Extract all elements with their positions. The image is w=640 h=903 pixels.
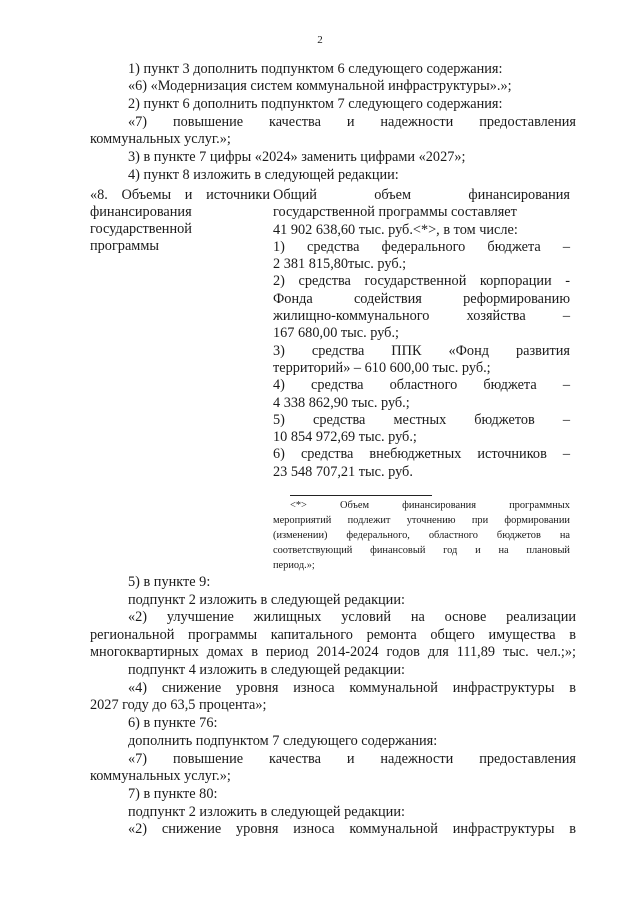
amendment-line: коммунальных услуг.»; bbox=[90, 768, 231, 784]
table-right-line: 6) средства внебюджетных источников – bbox=[273, 446, 570, 463]
table-right-line: 3) средства ППК «Фонд развития bbox=[273, 342, 570, 359]
table-right-line: государственной программы составляет bbox=[273, 204, 517, 221]
footnote-line: период.»; bbox=[273, 560, 315, 571]
amendment-line: 7) в пункте 80: bbox=[128, 786, 218, 802]
amendment-line: 2027 году до 63,5 процента»; bbox=[90, 697, 267, 713]
amendment-line: «7) повышение качества и надежности предоставления bbox=[128, 751, 576, 767]
footnote-line: (изменении) федерального, областного бюджетов на bbox=[273, 530, 570, 541]
footnote-line: соответствующий финансовый год и на плановый bbox=[273, 545, 570, 556]
table-left-line: финансирования bbox=[90, 204, 192, 220]
table-left-column bbox=[90, 187, 270, 255]
table-right-line: 41 902 638,60 тыс. руб.<*>, в том числе: bbox=[273, 221, 518, 238]
table-right-line: Фонда содействия реформированию bbox=[273, 290, 570, 307]
table-right-line: территорий» – 610 600,00 тыс. руб.; bbox=[273, 359, 491, 376]
table-right-line: 23 548 707,21 тыс. руб. bbox=[273, 463, 413, 480]
amendment-line: «6) «Модернизация систем коммунальной инфраструктуры».»; bbox=[128, 78, 512, 94]
footnote-line: мероприятий подлежит уточнению при формировании bbox=[273, 515, 570, 526]
table-right-line: 10 854 972,69 тыс. руб.; bbox=[273, 429, 417, 446]
table-right-line: 1) средства федерального бюджета – bbox=[273, 238, 570, 255]
table-left-line: программы bbox=[90, 238, 160, 254]
amendment-line: «7) повышение качества и надежности предоставления bbox=[128, 114, 576, 130]
footnote bbox=[273, 498, 570, 573]
table-right-line: жилищно-коммунального хозяйства – bbox=[273, 308, 570, 325]
table-right-line: 4 338 862,90 тыс. руб.; bbox=[273, 394, 410, 411]
table-right-line: 2) средства государственной корпорации - bbox=[273, 273, 570, 290]
amendment-line: региональной программы капитального ремонта общего имущества в bbox=[90, 627, 576, 643]
table-right-column bbox=[273, 187, 570, 481]
table-right-line: Общий объем финансирования bbox=[273, 187, 570, 203]
amendment-line: подпункт 4 изложить в следующей редакции: bbox=[128, 662, 405, 678]
table-left-line: «8. Объемы и источники bbox=[90, 187, 270, 203]
footnote-separator bbox=[290, 495, 432, 496]
table-right-line: 4) средства областного бюджета – bbox=[273, 377, 570, 394]
table-right-line: 5) средства местных бюджетов – bbox=[273, 411, 570, 428]
amendment-line: 3) в пункте 7 цифры «2024» заменить цифрами «2027»; bbox=[128, 149, 466, 165]
table-right-line: 167 680,00 тыс. руб.; bbox=[273, 325, 399, 342]
amendment-line: 2) пункт 6 дополнить подпунктом 7 следующего содержания: bbox=[128, 96, 503, 112]
amendment-line: «2) улучшение жилищных условий на основе реализации bbox=[128, 609, 576, 625]
footnote-line: <*> Объем финансирования программных bbox=[290, 500, 570, 511]
amendment-line: 5) в пункте 9: bbox=[128, 574, 211, 590]
amendment-line: 6) в пункте 76: bbox=[128, 715, 218, 731]
table-left-line: государственной bbox=[90, 221, 192, 237]
amendment-line: 4) пункт 8 изложить в следующей редакции: bbox=[128, 167, 399, 183]
amendment-line: дополнить подпунктом 7 следующего содержания: bbox=[128, 733, 438, 749]
page-number: 2 bbox=[317, 34, 323, 46]
amendment-line: подпункт 2 изложить в следующей редакции: bbox=[128, 592, 405, 608]
amendment-line: многоквартирных домах в период 2014-2024 годов для 111,89 тыс. чел.;»; bbox=[90, 644, 576, 660]
amendment-line: подпункт 2 изложить в следующей редакции: bbox=[128, 804, 405, 820]
amendment-line: «4) снижение уровня износа коммунальной инфраструктуры в bbox=[128, 680, 576, 696]
amendment-line: коммунальных услуг.»; bbox=[90, 131, 231, 147]
table-right-line: 2 381 815,80тыс. руб.; bbox=[273, 256, 407, 273]
amendment-line: «2) снижение уровня износа коммунальной инфраструктуры в bbox=[128, 821, 576, 837]
amendment-line: 1) пункт 3 дополнить подпунктом 6 следующего содержания: bbox=[128, 61, 503, 77]
